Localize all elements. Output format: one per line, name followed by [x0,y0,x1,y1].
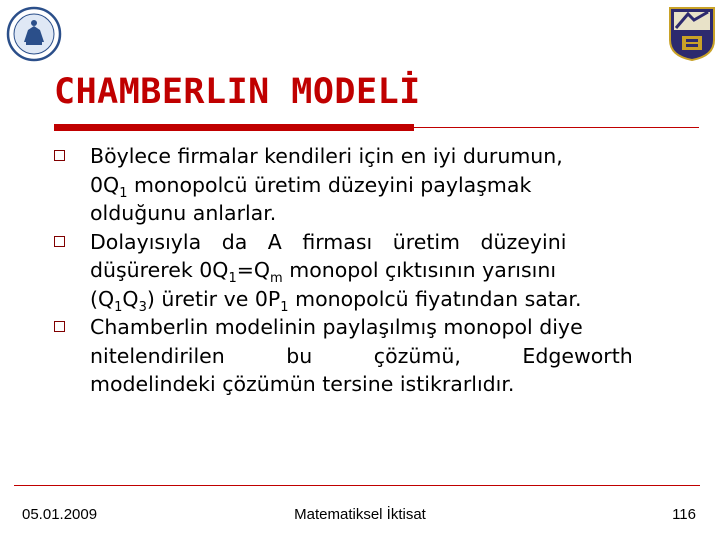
bullet-line [90,370,692,399]
title-divider-thick [54,124,414,131]
bullet-line [90,285,692,314]
bullet-text: Böylece firmalar kendileri için en iyi durumun, [90,144,563,168]
page-number: 116 [672,506,696,523]
bullet-text: =Q [236,258,271,282]
university-seal-logo [6,6,62,62]
subscript: m [270,271,283,287]
subscript: 3 [138,299,147,315]
bullet-text: Dolayısıyla da A firması üretim düzeyini [90,229,567,254]
bullet-item [52,313,692,399]
bullet-text: nitelendirilen bu çözümü, Edgeworth [90,343,633,368]
bullet-text: olduğunu anlarlar. [90,201,277,225]
bullet-text: ) üretir ve 0P [146,286,281,311]
bullet-text: düşürerek 0Q [90,258,229,282]
square-bullet-icon [54,321,65,332]
slide-title: CHAMBERLIN MODELİ [54,72,421,112]
bullet-text: (Q [90,286,115,311]
bullet-line [90,313,692,342]
bullet-text: monopolcü üretim düzeyini paylaşmak [127,172,532,197]
subscript: 1 [280,299,289,315]
bullet-text: Q [122,286,139,311]
footer-divider [14,485,700,486]
bullet-line [90,199,692,228]
bullet-line [90,342,692,371]
bullet-line [90,142,692,171]
bullet-text: 0Q [90,172,120,197]
bullet-item [52,142,692,228]
bullet-line [90,228,692,257]
bullet-text: modelindeki çözümün tersine istikrarlıdır. [90,372,515,396]
square-bullet-icon [54,236,65,247]
bullet-item [52,228,692,314]
subscript: 1 [119,185,128,201]
footer-course-title: Matematiksel İktisat [294,506,426,523]
faculty-shield-logo [668,6,716,62]
square-bullet-icon [54,150,65,161]
bullet-list [52,142,692,399]
bullet-text: monopolcü fiyatından satar. [288,286,582,311]
subscript: 1 [114,299,123,315]
footer-date: 05.01.2009 [22,506,98,523]
bullet-text: Chamberlin modelinin paylaşılmış monopol diye [90,315,583,339]
bullet-line [90,171,692,200]
subscript: 1 [228,271,237,287]
bullet-line [90,256,692,285]
bullet-text: monopol çıktısının yarısını [282,258,557,282]
